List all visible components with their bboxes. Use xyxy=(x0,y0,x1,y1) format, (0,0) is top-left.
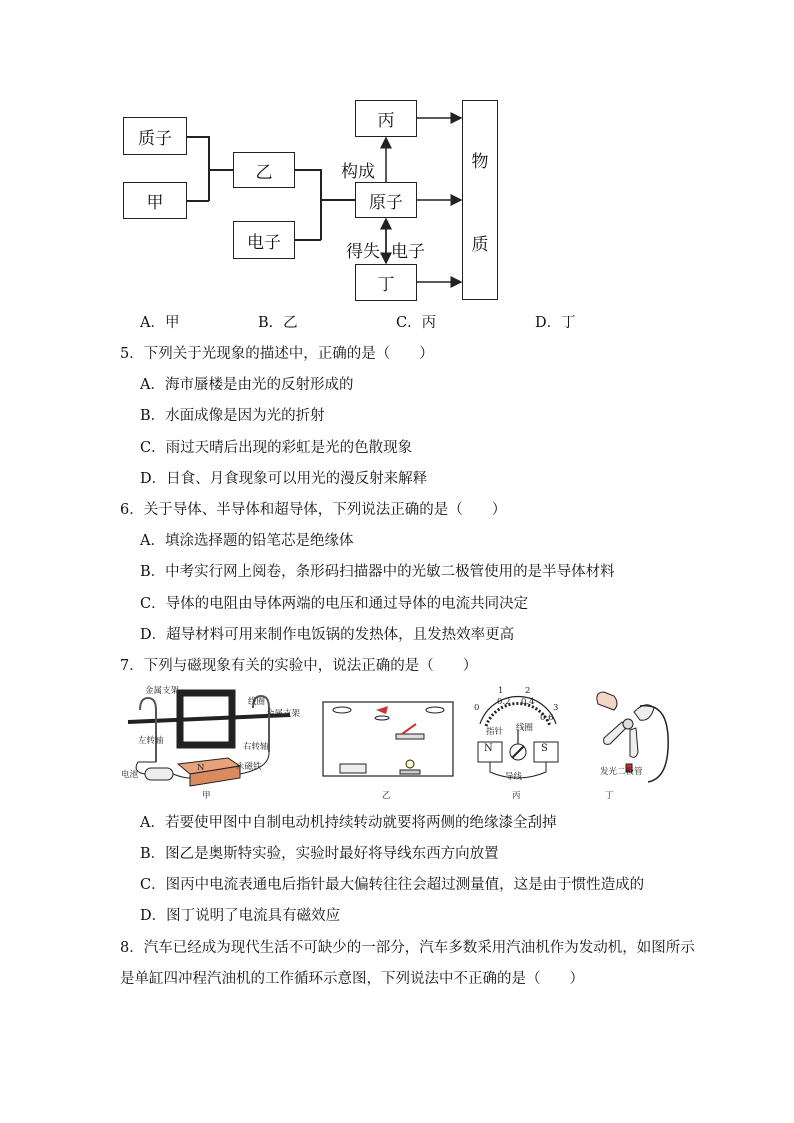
oersted-drawing xyxy=(320,696,460,780)
q4-option-b[interactable]: B．乙 xyxy=(258,315,298,331)
box-ding-label: 丁 xyxy=(377,275,395,295)
meter-tick-04: 0.4 xyxy=(521,697,535,707)
meter-tick-1: 1 xyxy=(498,686,504,696)
box-electron-label: 电子 xyxy=(247,232,281,253)
q5-option-a[interactable]: A．海市蜃楼是由光的反射形成的 xyxy=(140,377,354,393)
caption-bing: 丙 xyxy=(512,791,521,801)
meter-tick-3: 3 xyxy=(553,703,559,713)
label-led: 发光二极管 xyxy=(600,767,643,777)
box-matter-bottom-label: 质 xyxy=(471,235,489,255)
box-matter-top-label: 物 xyxy=(471,152,489,172)
label-magnet: 永磁铁 xyxy=(236,762,262,772)
label-metal-bracket-left: 金属支架 xyxy=(145,686,180,696)
q4-option-d[interactable]: D．丁 xyxy=(535,315,576,331)
q7-option-a[interactable]: A．若要使甲图中自制电动机持续转动就要将两侧的绝缘漆全刮掉 xyxy=(140,815,557,831)
meter-tick-2: 2 xyxy=(525,686,531,696)
q8-stem-line1: 8．汽车已经成为现代生活不可缺少的一部分，汽车多数采用汽油机作为发动机，如图所示 xyxy=(120,940,695,956)
label-electron: 电子 xyxy=(391,242,425,262)
caption-yi: 乙 xyxy=(382,791,391,801)
meter-tick-0: 0 xyxy=(474,703,480,713)
q5-option-d[interactable]: D．日食、月食现象可以用光的漫反射来解释 xyxy=(140,471,428,487)
label-compose: 构成 xyxy=(341,162,375,182)
q6-stem: 6．关于导体、半导体和超导体，下列说法正确的是（ ） xyxy=(120,502,507,518)
box-atom-label: 原子 xyxy=(369,192,403,213)
label-coil: 线圈 xyxy=(248,697,266,707)
label-coil-2: 线圈 xyxy=(516,723,534,733)
q7-option-d[interactable]: D．图丁说明了电流具有磁效应 xyxy=(140,908,341,924)
q8-stem-line2: 是单缸四冲程汽油机的工作循环示意图，下列说法中不正确的是（ ） xyxy=(120,971,584,987)
meter-tick-06: 0.6 xyxy=(540,713,554,723)
box-jia-label: 甲 xyxy=(146,193,164,213)
q4-option-a[interactable]: A．甲 xyxy=(140,315,180,331)
q7-stem: 7．下列与磁现象有关的实验中，说法正确的是（ ） xyxy=(120,658,478,674)
q6-option-d[interactable]: D．超导材料可用来制作电饭锅的发热体，且发热效率更高 xyxy=(140,627,515,643)
box-proton-label: 质子 xyxy=(138,128,172,149)
q7-option-c[interactable]: C．图丙中电流表通电后指针最大偏转往往会超过测量值，这是由于惯性造成的 xyxy=(140,877,645,893)
q6-option-c[interactable]: C．导体的电阻由导体两端的电压和通过导体的电流共同决定 xyxy=(140,596,529,612)
q7-option-b[interactable]: B．图乙是奥斯特实验，实验时最好将导线东西方向放置 xyxy=(140,846,499,862)
q4-option-c[interactable]: C．丙 xyxy=(396,315,437,331)
caption-jia: 甲 xyxy=(202,791,211,801)
caption-ding: 丁 xyxy=(605,791,614,801)
box-yi-label: 乙 xyxy=(255,162,273,183)
label-right-shaft: 右转轴 xyxy=(243,742,269,752)
pole-n: N xyxy=(484,743,493,754)
diagram-arrows xyxy=(0,0,794,320)
label-metal-bracket-right: 金属支架 xyxy=(266,709,301,719)
meter-tick-02: 0.2 xyxy=(497,697,511,707)
label-wire: 导线 xyxy=(505,772,523,782)
q5-stem: 5．下列关于光现象的描述中，正确的是（ ） xyxy=(120,346,434,362)
label-pointer: 指针 xyxy=(486,727,504,737)
q5-option-b[interactable]: B．水面成像是因为光的折射 xyxy=(140,408,325,424)
q6-option-a[interactable]: A．填涂选择题的铅笔芯是绝缘体 xyxy=(140,533,354,549)
label-battery: 电池 xyxy=(121,770,139,780)
q5-option-c[interactable]: C．雨过天晴后出现的彩虹是光的色散现象 xyxy=(140,440,413,456)
label-gain-lose: 得失 xyxy=(346,242,380,262)
q6-option-b[interactable]: B．中考实行网上阅卷，条形码扫描器中的光敏二极管使用的是半导体材料 xyxy=(140,564,615,580)
label-left-shaft: 左转轴 xyxy=(138,736,164,746)
label-magnet-n: N xyxy=(197,763,205,773)
pole-s: S xyxy=(541,743,548,754)
box-bing-label: 丙 xyxy=(377,111,395,131)
